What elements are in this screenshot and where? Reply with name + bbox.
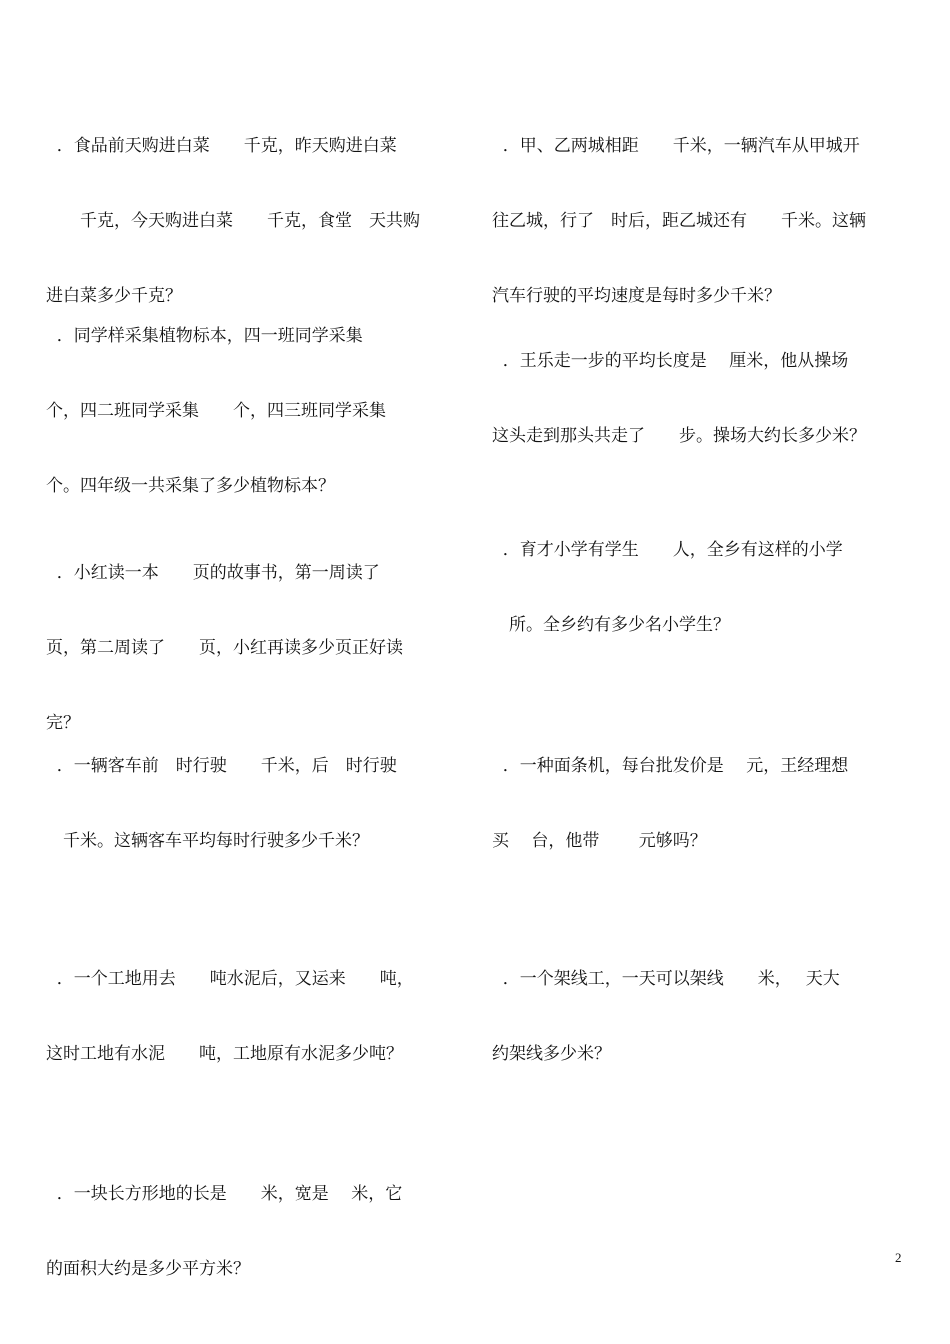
problem-line: 页，第二周读了 页，小红再读多少页正好读: [46, 638, 403, 658]
problem-line: 千克，今天购进白菜 千克，食堂 天共购: [46, 211, 420, 231]
problem-right-5: [492, 917, 840, 1092]
problem-left-5: [46, 917, 414, 1092]
problem-line: 个。四年级一共采集了多少植物标本？: [46, 476, 335, 496]
problem-line: 所。全乡约有多少名小学生？: [492, 615, 730, 635]
problem-line: ．一个架线工，一天可以架线 米， 天大: [492, 969, 840, 989]
problem-line: 这时工地有水泥 吨，工地原有水泥多少吨？: [46, 1044, 403, 1064]
page-number: 2: [895, 1250, 902, 1265]
problem-line: ．一块长方形地的长是 米，宽是 米，它: [46, 1184, 403, 1204]
problem-line: 进白菜多少千克？: [46, 286, 182, 306]
problem-line: ．食品前天购进白菜 千克，昨天购进白菜: [46, 136, 397, 156]
problem-line: ．小红读一本 页的故事书，第一周读了: [46, 563, 380, 583]
problem-line: 千米。这辆客车平均每时行驶多少千米？: [46, 831, 369, 851]
problem-line: ．甲、乙两城相距 千米，一辆汽车从甲城开: [492, 136, 860, 156]
problem-line: 的面积大约是多少平方米？: [46, 1259, 250, 1279]
problem-right-1: [492, 84, 866, 334]
problem-line: 个，四二班同学采集 个，四三班同学采集: [46, 401, 386, 421]
problem-left-6: [46, 1132, 402, 1307]
problem-right-2: [492, 299, 866, 474]
problem-line: ．育才小学有学生 人，全乡有这样的小学: [492, 540, 843, 560]
problem-line: 买 台，他带 元够吗？: [492, 831, 707, 851]
problem-line: ．同学样采集植物标本，四一班同学采集: [46, 326, 363, 346]
problem-left-2: [46, 274, 386, 524]
problem-right-3: [492, 488, 843, 663]
problem-line: 往乙城，行了 时后，距乙城还有 千米。这辆: [492, 211, 866, 231]
problem-line: ．一辆客车前 时行驶 千米，后 时行驶: [46, 756, 397, 776]
problem-line: 约架线多少米？: [492, 1044, 611, 1064]
problem-line: ．一个工地用去 吨水泥后，又运来 吨，: [46, 969, 414, 989]
problem-line: ．王乐走一步的平均长度是 厘米，他从操场: [492, 351, 849, 371]
problem-line: ．一种面条机，每台批发价是 元，王经理想: [492, 756, 849, 776]
problem-line: 汽车行驶的平均速度是每时多少千米？: [492, 286, 781, 306]
problem-line: 完？: [46, 713, 80, 733]
problem-left-4: [46, 704, 397, 879]
problem-line: 这头走到那头共走了 步。操场大约长多少米？: [492, 426, 866, 446]
problem-right-4: [492, 704, 848, 879]
